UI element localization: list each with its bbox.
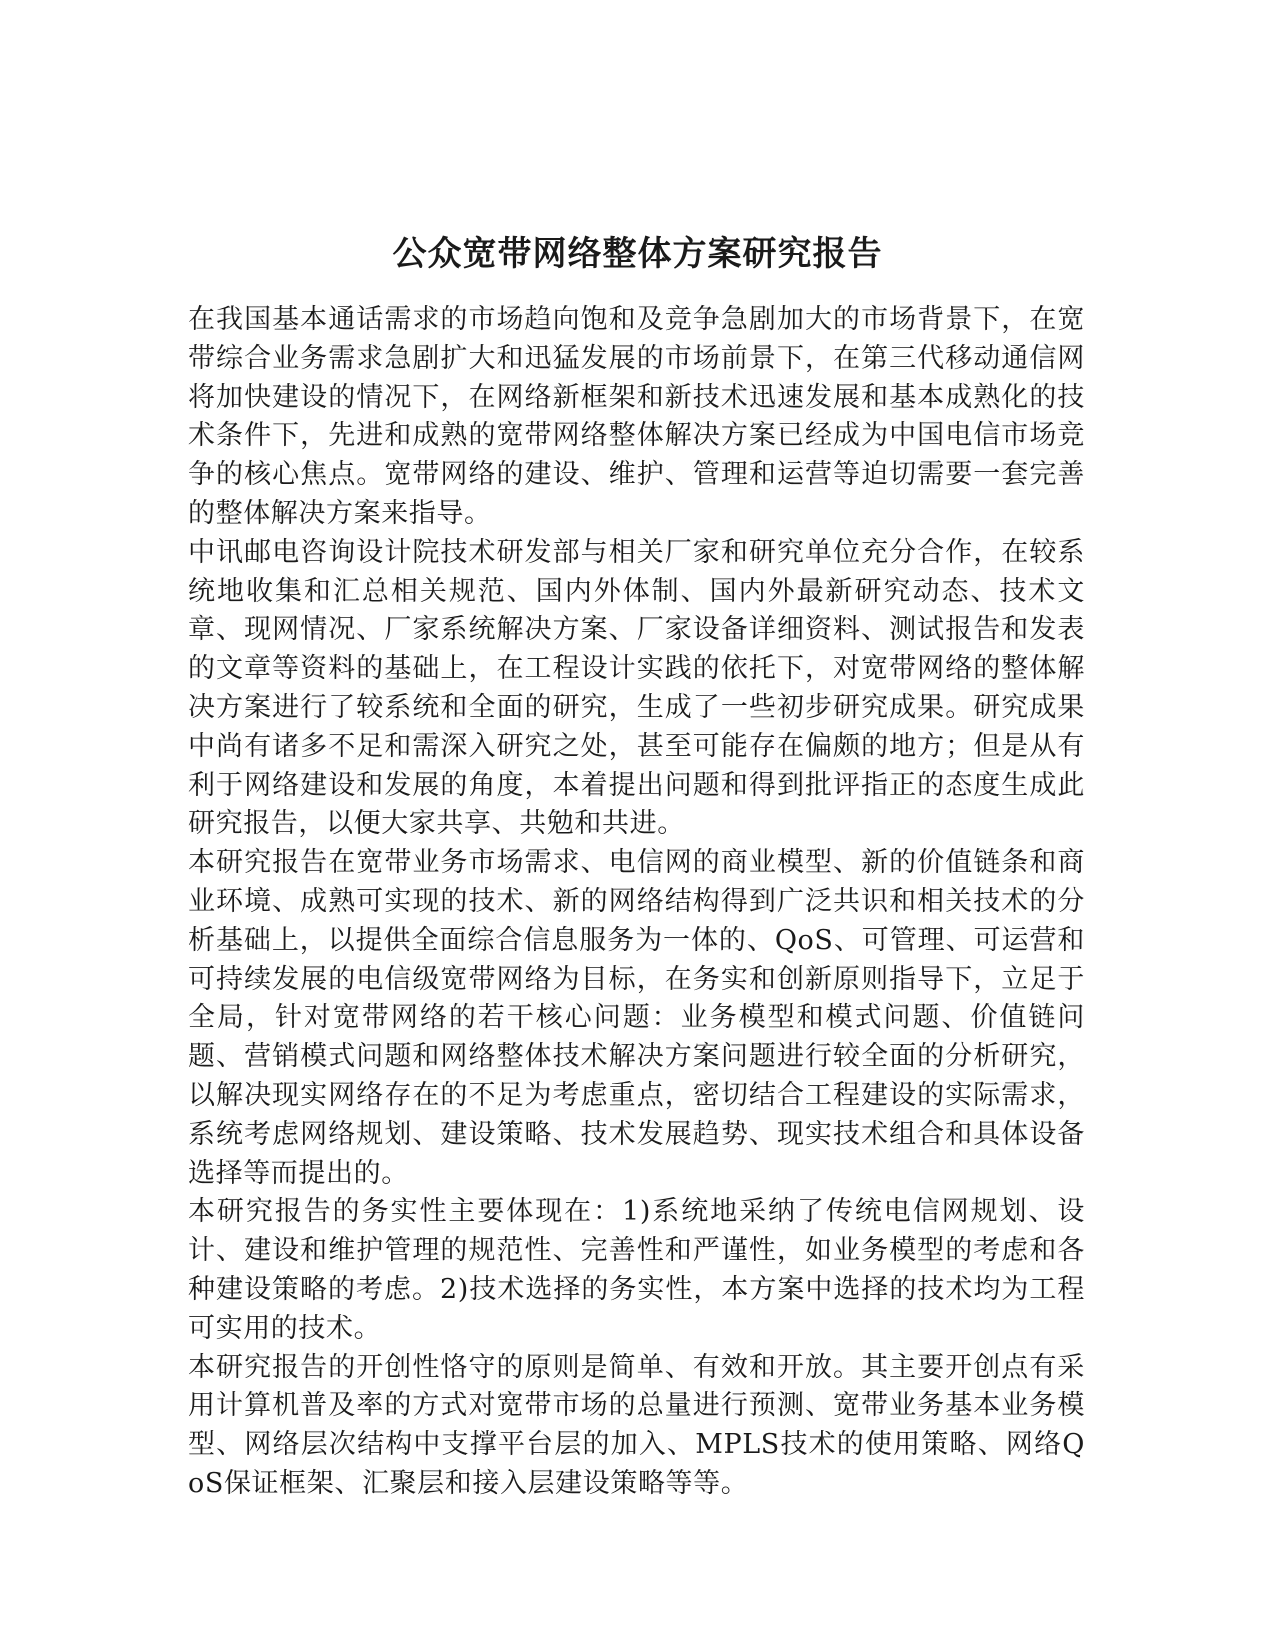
paragraph-practicality: 本研究报告的务实性主要体现在：1)系统地采纳了传统电信网规划、设计、建设和维护管理的规范性、完善性和严谨性，如业务模型的考虑和各种建设策略的考虑。2)技术选择的务实性，本方案中选择的技术均为工程可实用的技术。 xyxy=(188,1196,1085,1344)
paragraph-research-cooperation: 中讯邮电咨询设计院技术研发部与相关厂家和研究单位充分合作，在较系统地收集和汇总相关规范、国内外体制、国内外最新研究动态、技术文章、现网情况、厂家系统解决方案、厂家设备详细资料、测试报告和发表的文章等资料的基础上，在工程设计实践的依托下，对宽带网络的整体解决方案进行了较系统和全面的研究，生成了一些初步研究成果。研究成果中尚有诸多不足和需深入研究之处，甚至可能存在偏颇的地方；但是从有利于网络建设和发展的角度，本着提出问题和得到批评指正的态度生成此研究报告，以便大家共享、共勉和共进。 xyxy=(188,536,1085,840)
document-body xyxy=(188,301,1085,1504)
document-title: 公众宽带网络整体方案研究报告 xyxy=(392,234,883,274)
paragraph-innovation: 本研究报告的开创性恪守的原则是简单、有效和开放。其主要开创点有采用计算机普及率的方式对宽带市场的总量进行预测、宽带业务基本业务模型、网络层次结构中支撑平台层的加入、MPLS技术的使用策略、网络QoS保证框架、汇聚层和接入层建设策略等等。 xyxy=(188,1351,1085,1499)
paragraph-report-scope: 本研究报告在宽带业务市场需求、电信网的商业模型、新的价值链条和商业环境、成熟可实现的技术、新的网络结构得到广泛共识和相关技术的分析基础上，以提供全面综合信息服务为一体的、QoS、可管理、可运营和可持续发展的电信级宽带网络为目标，在务实和创新原则指导下，立足于全局，针对宽带网络的若干核心问题：业务模型和模式问题、价值链问题、营销模式问题和网络整体技术解决方案问题进行较全面的分析研究，以解决现实网络存在的不足为考虑重点，密切结合工程建设的实际需求，系统考虑网络规划、建设策略、技术发展趋势、现实技术组合和具体设备选择等而提出的。 xyxy=(188,847,1085,1189)
paragraph-background: 在我国基本通话需求的市场趋向饱和及竞争急剧加大的市场背景下，在宽带综合业务需求急剧扩大和迅猛发展的市场前景下，在第三代移动通信网将加快建设的情况下，在网络新框架和新技术迅速发展和基本成熟化的技术条件下，先进和成熟的宽带网络整体解决方案已经成为中国电信市场竞争的核心焦点。宽带网络的建设、维护、管理和运营等迫切需要一套完善的整体解决方案来指导。 xyxy=(188,304,1085,529)
